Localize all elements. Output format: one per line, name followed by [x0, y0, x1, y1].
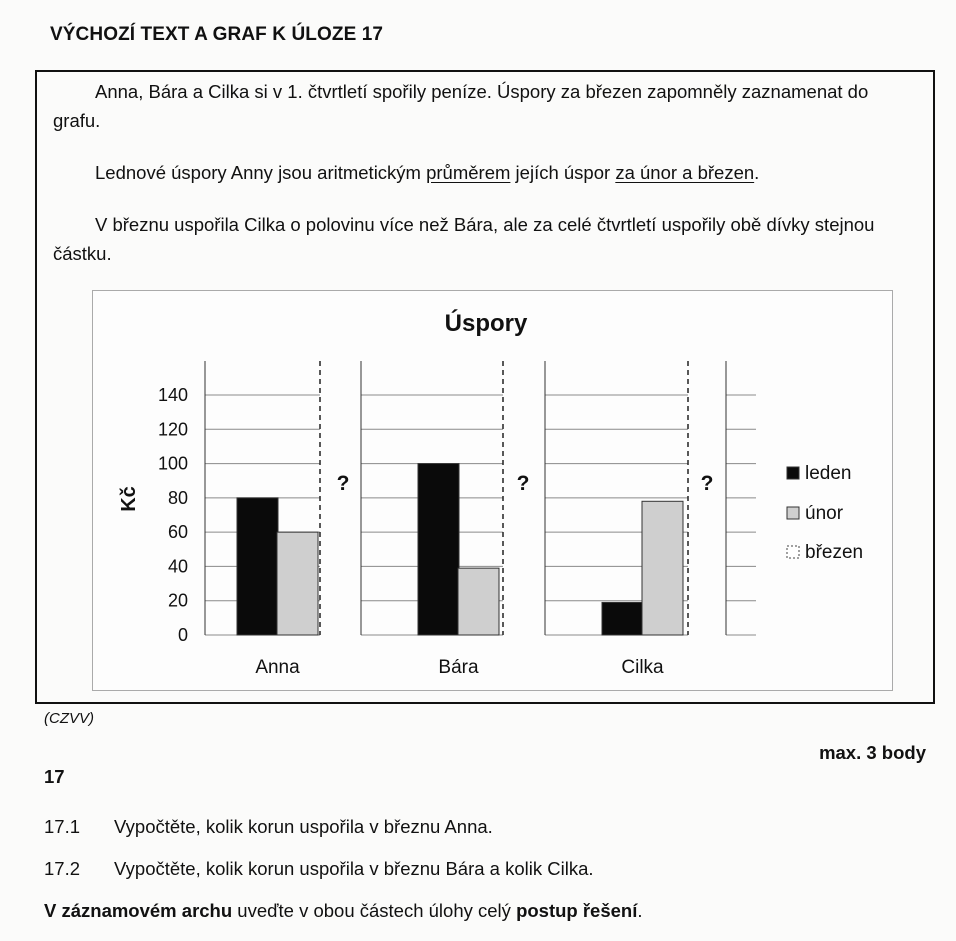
- instruction-bold-1: V záznamovém archu: [44, 900, 233, 921]
- y-tick-label: 140: [157, 385, 188, 405]
- instruction: [44, 900, 643, 922]
- missing-value-mark: ?: [516, 472, 530, 495]
- source-label: (CZVV): [44, 710, 94, 727]
- paragraph-2-text-b: jejích úspor: [510, 162, 616, 183]
- legend-label-březen: březen: [805, 542, 864, 563]
- legend-swatch-únor: [787, 507, 799, 519]
- category-label: Bára: [438, 657, 479, 678]
- paragraph-1-text: Anna, Bára a Cilka si v 1. čtvrtletí spořily peníze. Úspory za březen zapomněly zaznamenat do grafu.: [53, 81, 869, 131]
- underlined-term-mean: průměrem: [426, 162, 511, 183]
- bar-únor-Cilka: [642, 501, 683, 635]
- bar-leden-Cilka: [602, 602, 643, 635]
- bar-únor-Bára: [458, 568, 499, 635]
- category-label: Anna: [255, 657, 300, 678]
- section-heading: VÝCHOZÍ TEXT A GRAF K ÚLOZE 17: [50, 24, 384, 45]
- instruction-text-1: uveďte v obou částech úlohy celý: [232, 900, 517, 921]
- legend-label-leden: leden: [805, 463, 852, 484]
- task-number: 17.1: [44, 816, 81, 837]
- y-tick-label: 60: [167, 522, 188, 543]
- underlined-term-months: za únor a březen: [615, 162, 755, 183]
- chart-svg: [93, 291, 892, 690]
- task-17-2: [44, 858, 594, 880]
- bar-únor-Anna: [277, 532, 318, 635]
- bar-leden-Bára: [418, 464, 459, 635]
- y-tick-label: 20: [167, 590, 188, 611]
- bar-leden-Anna: [237, 498, 278, 635]
- paragraph-1: [53, 77, 913, 135]
- paragraph-2-text-a: Lednové úspory Anny jsou aritmetickým: [95, 162, 427, 183]
- paragraph-2-text-c: .: [754, 162, 760, 183]
- category-label: Cilka: [621, 657, 664, 678]
- paragraph-3: [53, 210, 923, 268]
- missing-value-mark: ?: [336, 472, 350, 495]
- legend-swatch-leden: [787, 467, 799, 479]
- task-17-1: [44, 816, 493, 838]
- question-number: 17: [44, 766, 65, 787]
- instruction-bold-2: postup řešení: [516, 900, 638, 921]
- legend-swatch-březen: [787, 546, 799, 558]
- y-tick-label: 120: [157, 419, 188, 440]
- task-number: 17.2: [44, 858, 81, 879]
- savings-chart: [92, 290, 893, 691]
- paragraph-3-text: V březnu uspořila Cilka o polovinu více než Bára, ale za celé čtvrtletí uspořily obě dívky stejnou částku.: [53, 214, 875, 264]
- y-axis-label: Kč: [118, 486, 140, 512]
- source-text-box: [35, 70, 935, 704]
- y-tick-label: 0: [177, 625, 188, 645]
- chart-title: Úspory: [444, 310, 528, 337]
- y-tick-label: 80: [167, 487, 188, 508]
- task-text: Vypočtěte, kolik korun uspořila v březnu Bára a kolik Cilka.: [114, 858, 594, 879]
- paragraph-2: [53, 158, 913, 187]
- missing-value-mark: ?: [700, 472, 714, 495]
- max-points: max. 3 body: [819, 742, 926, 763]
- y-tick-label: 40: [167, 556, 188, 577]
- y-tick-label: 100: [157, 453, 188, 474]
- legend-label-únor: únor: [805, 503, 844, 524]
- instruction-text-2: .: [637, 900, 643, 921]
- task-text: Vypočtěte, kolik korun uspořila v březnu Anna.: [114, 816, 493, 837]
